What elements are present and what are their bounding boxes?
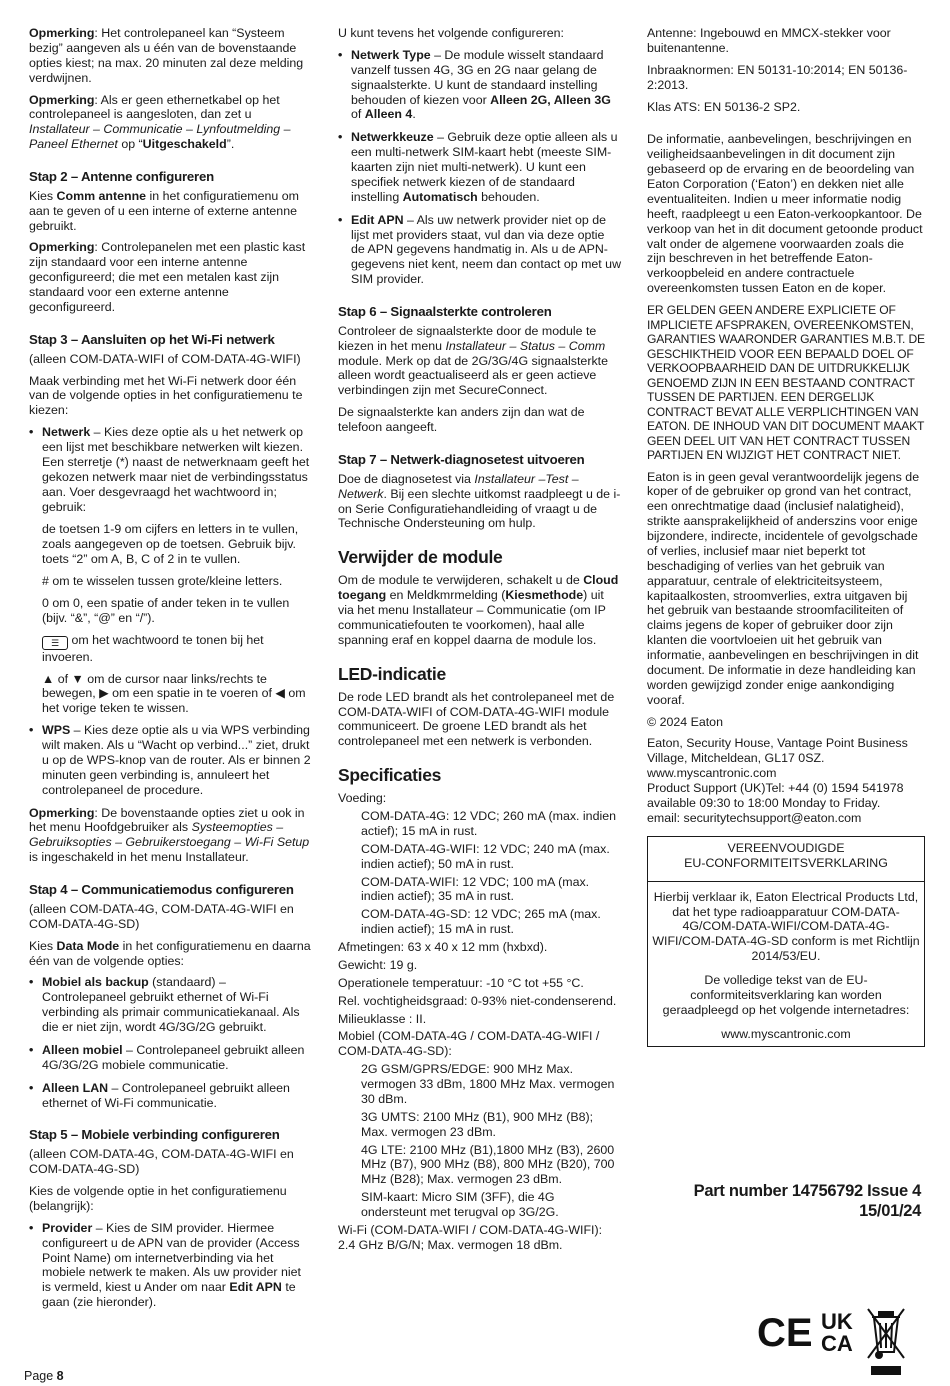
list-item: • Edit APN – Als uw netwerk provider niet op de lijst met providers staat, vul dan via deze optie de APN gegevens handmatig in. Als u de APN-gegevens niet kent, neem dan contact op met uw SIM provider. bbox=[338, 213, 621, 287]
eu-declaration-title: VEREENVOUDIGDE EU-CONFORMITEITSVERKLARING bbox=[684, 840, 888, 871]
certification-marks bbox=[757, 1306, 922, 1386]
step3-text: Maak verbinding met het Wi-Fi netwerk door één van de volgende opties in het configuratiemenu te kiezen: bbox=[29, 373, 303, 418]
weee-bin-icon bbox=[868, 1309, 904, 1375]
spec-ats-class: Klas ATS: EN 50136-2 SP2. bbox=[647, 99, 801, 114]
remove-heading: Verwijder de module bbox=[338, 547, 503, 568]
ce-mark-icon bbox=[757, 1311, 813, 1355]
spec-dimensions: Afmetingen: 63 x 40 x 12 mm (hxbxd). bbox=[338, 940, 548, 955]
note-busy: Opmerking: Het controlepaneel kan “Systeem bezig” aangeven als u één van de bovenstaande opties kiest; na max. 20 minuten zal deze melding verdwijnen. bbox=[29, 26, 304, 85]
step6-heading: Stap 6 – Signaalsterkte controleren bbox=[338, 304, 552, 319]
spec-wifi: Wi-Fi (COM-DATA-WIFI / COM-DATA-4G-WIFI): 2.4 GHz B/G/N; Max. vermogen 18 dBm. bbox=[338, 1222, 603, 1252]
contact-block bbox=[647, 736, 925, 825]
step3-keys-hash: # om te wisselen tussen grote/kleine letters. bbox=[42, 574, 283, 589]
step2-note: Opmerking: Controlepanelen met een plastic kast zijn standaard voor een interne antenne geconfigureerd; die met een metalen kast zijn standaard voor een externe antenne geconfigureerd. bbox=[29, 240, 306, 314]
list-item: • Netwerk Type – De module wisselt standaard vanzelf tussen 4G, 3G en 2G naar gelang de signaalsterkte. U kunt de standaard instelling behouden of kiezen voor Alleen 2G, Alleen 3G of Alleen 4. bbox=[338, 48, 621, 122]
spec-humidity: Rel. vochtigheidsgraad: 0-93% niet-condenserend. bbox=[338, 993, 617, 1008]
spec-weight: Gewicht: 19 g. bbox=[338, 957, 418, 972]
spec-mobile: Mobiel (COM-DATA-4G / COM-DATA-4G-WIFI / COM-DATA-4G-SD): bbox=[338, 1029, 600, 1059]
list-item: • Mobiel als backup (standaard) – Controlepaneel gebruikt ethernet of Wi-Fi verbinding als primair communicatiekanaal. Als die er niet zijn, wordt 4G/3G/2G gebruikt. bbox=[29, 975, 311, 1035]
disclaimer-info: De informatie, aanbevelingen, beschrijvingen en veiligheidsaanbevelingen in dit document zijn gebaseerd op de ervaring en de beoordeling van Eaton Corporation (‘Eaton’) en dekken niet alle eventualiteiten. Indien u meer informatie nodig heeft, raadpleegt u een Eaton-verkoopkantoor. De verkoop van het in dit document getoonde product valt onder de algemene voorwaarden zoals die zijn beschreven in het betreffende Eaton-verkoopbeleid en andere contractuele overeenkomsten tussen Eaton en de koper. bbox=[647, 132, 923, 296]
step3-keys-arrows: ▲ of ▼ om de cursor naar links/rechts te bewegen, ▶ om een spatie in te voeren of ◀ om het vorige teken te wissen. bbox=[42, 671, 306, 716]
step4-heading: Stap 4 – Communicatiemodus configureren bbox=[29, 882, 294, 898]
column-right bbox=[647, 26, 925, 1047]
step7-heading: Stap 7 – Netwerk-diagnosetest uitvoeren bbox=[338, 451, 585, 467]
step2-text: Kies Comm antenne in het configuratiemenu om aan te geven of u een interne of externe antenne gebruikt. bbox=[29, 188, 299, 233]
spec-standards: Inbraaknormen: EN 50131-10:2014; EN 50136-2:2013. bbox=[647, 62, 908, 92]
step5-text: Kies de volgende optie in het configuratiemenu (belangrijk): bbox=[29, 1184, 287, 1213]
spec-power-4g-wifi: COM-DATA-4G-WIFI: 12 VDC; 240 mA (max. indien actief); 50 mA in rust. bbox=[361, 841, 610, 871]
led-heading: LED-indicatie bbox=[338, 663, 446, 684]
column-middle bbox=[338, 26, 621, 1256]
address: Eaton, Security House, Vantage Point Business Village, Mitcheldean, GL17 0SZ. bbox=[647, 736, 908, 766]
ukca-mark-icon bbox=[821, 1309, 853, 1356]
list-item: • Alleen mobiel – Controlepaneel gebruikt alleen 4G/3G/2G mobiele communicatie. bbox=[29, 1043, 311, 1073]
step6-text: Controleer de signaalsterkte door de module te kiezen in het menu Installateur – Status – Comm module. Merk op dat de 2G/3G/4G signaalsterkte alleen wordt geactualiseerd als er geen actieve verbindingen zijn met SecureConnect. bbox=[338, 323, 608, 398]
eu-declaration-reference: De volledige tekst van de EU-conformiteitsverklaring kan worden geraadpleegd op het volgende internetadres: bbox=[662, 973, 910, 1017]
disclaimer-warranty: ER GELDEN GEEN ANDERE EXPLICIETE OF IMPLICIETE AFSPRAKEN, OVEREENKOMSTEN, GARANTIES WAARONDER GARANTIES M.B.T. DE GESCHIKTHEID VOOR EEN BEPAALD DOEL OF VERKOOPBAARHEID DAN DE UITDRUKKELIJK GENOEMD ZIJN IN EEN BESTAAND CONTRACT TUSSEN DE PARTIJEN. EEN DERGELIJK CONTRACT BEVAT ALLE VERPLICHTINGEN VAN EATON. DE INHOUD VAN DIT DOCUMENT MAAKT GEEN DEEL UIT VAN HET CONTRACT TUSSEN PARTIJEN EN WIJZIGT HET CONTRACT NIET. bbox=[647, 303, 925, 462]
step6-note: De signaalsterkte kan anders zijn dan wat de telefoon aangeeft. bbox=[338, 405, 585, 435]
spec-mobile-2g: 2G GSM/GPRS/EDGE: 900 MHz Max. vermogen 33 dBm, 1800 MHz Max. vermogen 30 dBm. bbox=[361, 1062, 615, 1106]
column-left bbox=[29, 26, 311, 1318]
step3-keys-show: ☰ om het wachtwoord te tonen bij het invoeren. bbox=[42, 632, 264, 664]
step3-options-wps bbox=[29, 723, 311, 797]
spec-temperature: Operationele temperatuur: -10 °C tot +55 °C. bbox=[338, 975, 584, 990]
step4-subtitle: (alleen COM-DATA-4G, COM-DATA-4G-WIFI en COM-DATA-4G-SD) bbox=[29, 901, 294, 931]
step4-text: Kies Data Mode in het configuratiemenu en daarna één van de volgende opties: bbox=[29, 938, 311, 968]
config-intro: U kunt tevens het volgende configureren: bbox=[338, 26, 564, 40]
support-phone: Product Support (UK)Tel: +44 (0) 1594 541978 available 09:30 to 18:00 Monday to Friday. bbox=[647, 781, 904, 810]
spec-power-4g: COM-DATA-4G: 12 VDC; 260 mA (max. indien actief); 15 mA in rust. bbox=[361, 809, 616, 838]
list-item: • Netwerkkeuze – Gebruik deze optie alleen als u een multi-netwerk SIM-kaart hebt (meeste SIM-kaarten zijn niet multi-netwerk). U kunt een specifiek netwerk kiezen of de standaard instelling Automatisch behouden. bbox=[338, 130, 621, 204]
config-options bbox=[338, 48, 621, 287]
step3-options bbox=[29, 425, 311, 514]
step5-options bbox=[29, 1221, 311, 1310]
website-link[interactable]: www.myscantronic.com bbox=[647, 766, 777, 781]
divider bbox=[648, 881, 924, 882]
copyright: © 2024 Eaton bbox=[647, 714, 723, 729]
list-item: • WPS – Kies deze optie als u via WPS verbinding wilt maken. Als u “Wacht op verbind...” ziet, drukt u op de WPS-knop van de router. Als er binnen 2 minuten geen verbinding is, annuleert het controlepaneel de procedure. bbox=[29, 723, 311, 797]
step5-subtitle: (alleen COM-DATA-4G, COM-DATA-4G-WIFI en COM-DATA-4G-SD) bbox=[29, 1147, 294, 1177]
spec-environment: Milieuklasse : II. bbox=[338, 1011, 427, 1026]
eu-declaration-url[interactable]: www.myscantronic.com bbox=[721, 1026, 851, 1041]
spec-antenna: Antenne: Ingebouwd en MMCX-stekker voor buitenantenne. bbox=[647, 26, 891, 55]
spec-mobile-4g: 4G LTE: 2100 MHz (B1),1800 MHz (B3), 2600 MHz (B7), 900 MHz (B8), 800 MHz (B20), 700 MHz (B28); Max. vermogen 23 dBm. bbox=[361, 1142, 615, 1187]
eu-declaration-box bbox=[647, 836, 925, 1047]
svg-text:CA: CA bbox=[821, 1331, 853, 1356]
step7-text: Doe de diagnosetest via Installateur –Test – Netwerk. Bij een slechte uitkomst raadpleegt u de i-on Serie Configuratiehandleiding of vraagt u de Technische Ondersteuning om hulp. bbox=[338, 471, 621, 531]
list-item: • Netwerk – Kies deze optie als u het netwerk op een lijst met beschikbare netwerken wilt kiezen. Een sterretje (*) naast de netwerknaam geeft het gekozen netwerk maar niet de verbindingsstatus aan. Voer desgevraagd het wachtwoord in; gebruik: bbox=[29, 425, 311, 514]
spec-heading: Specificaties bbox=[338, 765, 442, 786]
step3-keys-digits: de toetsen 1-9 om cijfers en letters in te vullen, zoals aangegeven op de toetsen. Gebruik bijv. toets “2” om A, B, C of 2 in te vullen. bbox=[42, 522, 299, 567]
part-number: Part number 14756792 Issue 4 15/01/24 bbox=[693, 1182, 921, 1221]
spec-power: Voeding: bbox=[338, 791, 387, 806]
led-text: De rode LED brandt als het controlepaneel met de COM-DATA-WIFI of COM-DATA-4G-WIFI module communiceert. De groene LED brandt als het controlepaneel met een netwerk is verbonden. bbox=[338, 689, 615, 749]
list-item: • Alleen LAN – Controlepaneel gebruikt alleen ethernet of Wi-Fi communicatie. bbox=[29, 1081, 311, 1111]
remove-text: Om de module te verwijderen, schakelt u de Cloud toegang en Meldkmrmelding (Kiesmethode) uit via het menu Installateur – Communicatie (om IP communicatiefouten te voorkomen), haal alle spanning eraf en koppel daarna de module los. bbox=[338, 573, 619, 647]
key-icon: ☰ bbox=[42, 636, 68, 650]
step3-keys-zero: 0 om 0, een spatie of ander teken in te vullen (bijv. “&”, “@” en “/”). bbox=[42, 595, 290, 625]
step3-subtitle: (alleen COM-DATA-WIFI of COM-DATA-4G-WIFI) bbox=[29, 351, 301, 366]
list-item: • Provider – Kies de SIM provider. Hiermee configureert u de APN van de provider (Access Point Name) om internetverbinding via het mobiele netwerk te maken. Als uw provider niet is vermeld, kiest u Ander om naar Edit APN te gaan (zie hieronder). bbox=[29, 1221, 311, 1310]
step3-note: Opmerking: De bovenstaande opties ziet u ook in het menu Hoofdgebruiker als Systeemopties – Gebruiksopties – Gebruikerstoegang – Wi-Fi Setup is ingeschakeld in het menu Installateur. bbox=[29, 805, 310, 865]
eu-declaration-text: Hierbij verklaar ik, Eaton Electrical Products Ltd, dat het type radioapparatuur COM-DATA-4G/COM-DATA-WIFI/COM-DATA-4G-WIFI/COM-DATA-4G-SD conform is met Richtlijn 2014/53/EU. bbox=[652, 889, 920, 964]
support-email[interactable]: email: securitytechsupport@eaton.com bbox=[647, 810, 862, 825]
svg-text:UK: UK bbox=[821, 1309, 853, 1334]
disclaimer-liability: Eaton is in geen geval verantwoordelijk jegens de koper of de gebruiker op grond van het contract, een onrechtmatige daad (inclusief nalatigheid), strikte aansprakelijkheid of anderszins voor enige bijzondere, indirecte, incidentele of gevolgschade of verlies, inclusief maar niet beperkt tot beschadiging of verlies van het gebruik van apparatuur, centrale of elektriciteitsysteem, kapitaalkosten, stroomverlies, extra uitgaven bij het gebruik van bestaande stroomfaciliteiten of claims jegens de koper of gebruiker door zijn klanten die voortvloeien uit het gebruik van informatie, aanbevelingen en beschrijvingen in dit document. De informatie in deze handleiding kan worden gewijzigd zonder enige aankondiging vooraf. bbox=[647, 469, 920, 707]
note-ethernet: Opmerking: Als er geen ethernetkabel op het controlepaneel is aangesloten, dan zet u Installateur – Communicatie – Lynfoutmelding – Paneel Ethernet op “Uitgeschakeld”. bbox=[29, 92, 291, 152]
page-number: Page 8 bbox=[24, 1369, 64, 1383]
svg-text:CE: CE bbox=[757, 1311, 813, 1355]
step3-heading: Stap 3 – Aansluiten op het Wi-Fi netwerk bbox=[29, 331, 275, 347]
step5-heading: Stap 5 – Mobiele verbinding configureren bbox=[29, 1127, 280, 1143]
spec-mobile-3g: 3G UMTS: 2100 MHz (B1), 900 MHz (B8); Max. vermogen 23 dBm. bbox=[361, 1109, 594, 1139]
spec-power-wifi: COM-DATA-WIFI: 12 VDC; 100 mA (max. indien actief); 35 mA in rust. bbox=[361, 874, 590, 904]
step4-options bbox=[29, 975, 311, 1110]
spec-power-4g-sd: COM-DATA-4G-SD: 12 VDC; 265 mA (max. indien actief); 15 mA in rust. bbox=[361, 907, 601, 937]
step2-heading: Stap 2 – Antenne configureren bbox=[29, 169, 214, 184]
spec-sim: SIM-kaart: Micro SIM (3FF), die 4G ondersteunt met terugval op 3G/2G. bbox=[361, 1190, 559, 1220]
